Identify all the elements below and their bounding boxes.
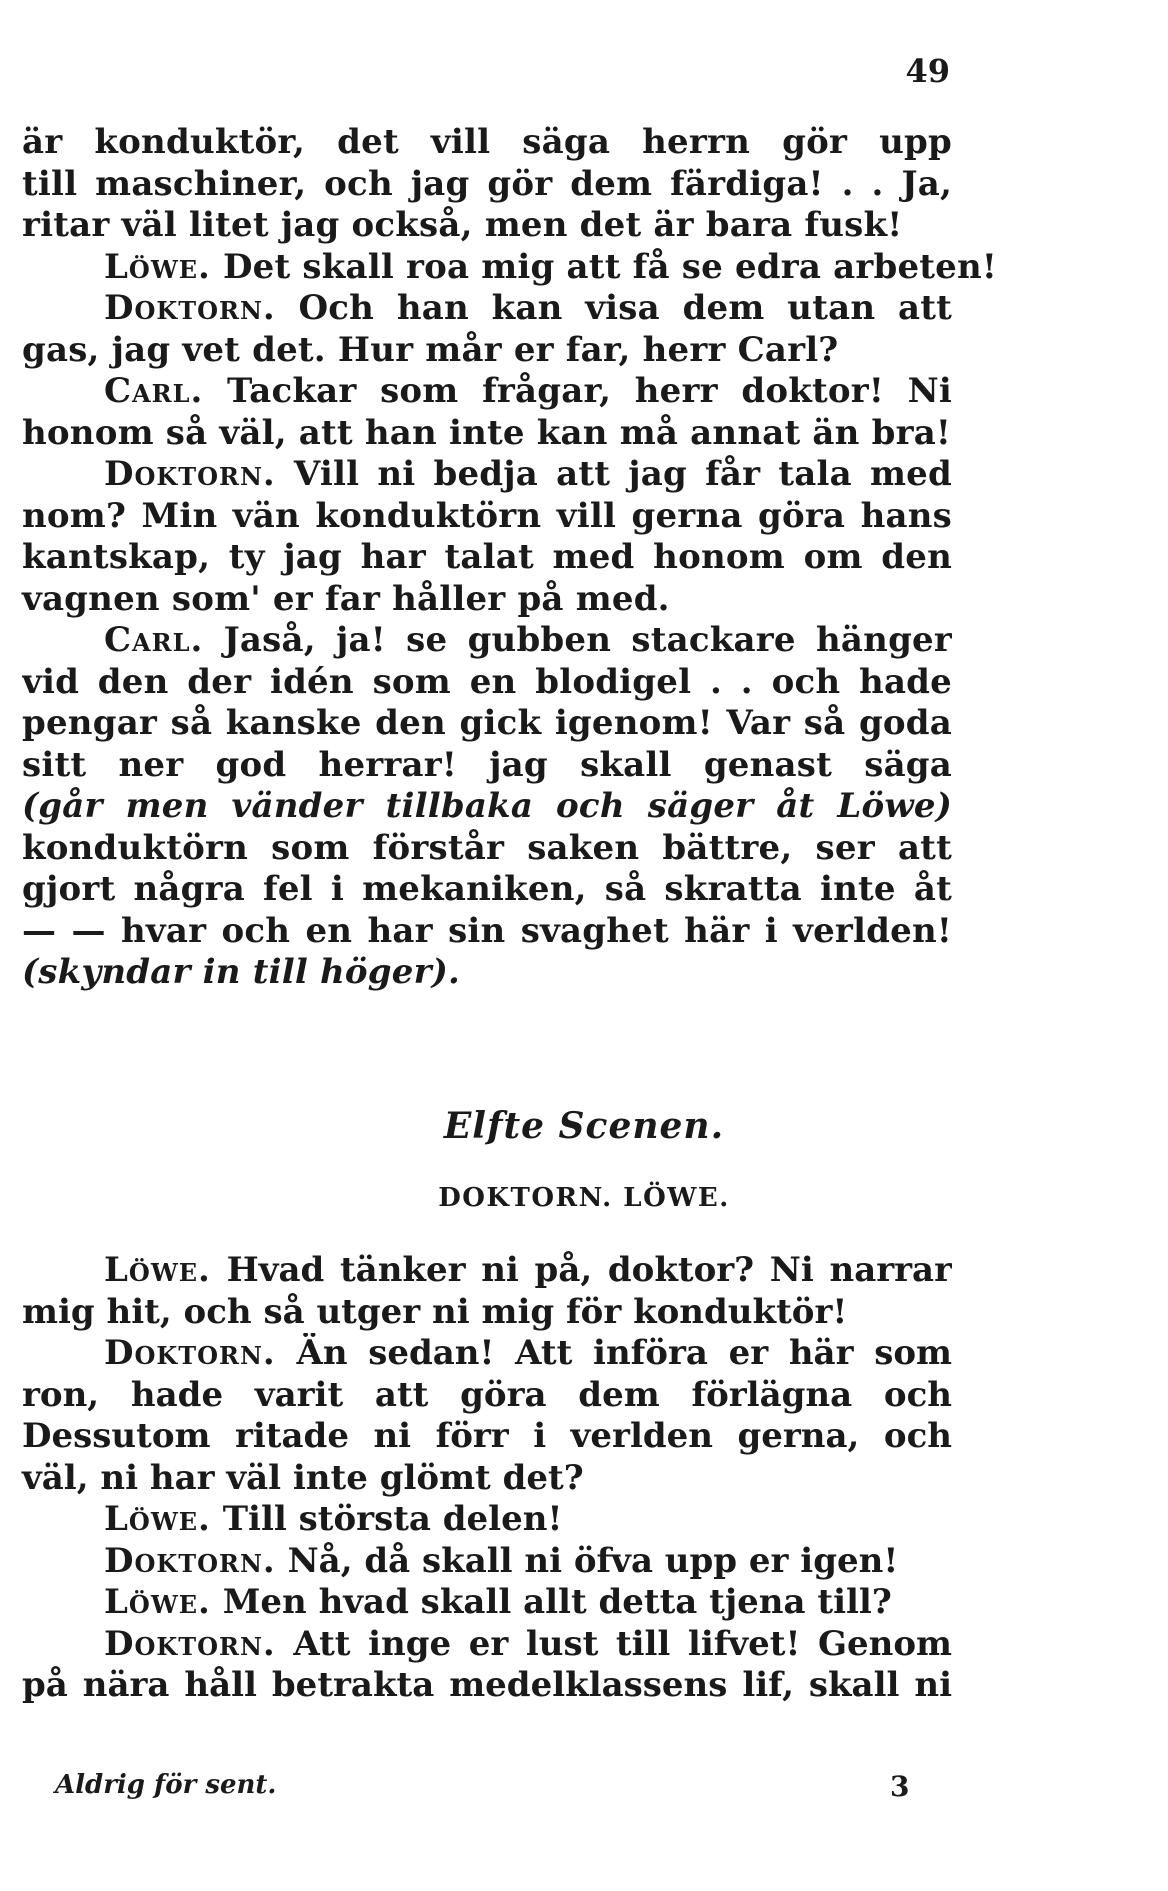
- speaker-name: Löwe.: [104, 1499, 211, 1539]
- line-text: är konduktör, det vill säga herrn gör upp: [22, 122, 952, 162]
- text-line: [22, 454, 952, 496]
- line-text: vid den der idén som en blodigel . . och hade: [22, 661, 952, 702]
- line-text: vagnen som' er far håller på med.: [22, 578, 670, 619]
- line-text: mig hit, och så utger ni mig för konduktör!: [22, 1291, 848, 1332]
- line-text: till maschiner, och jag gör dem färdiga! . . Ja,: [22, 163, 952, 204]
- speaker-name: Doktorn.: [104, 288, 276, 328]
- text-line: [22, 1665, 952, 1707]
- line-text: Vill ni bedja att jag får tala med: [293, 454, 952, 494]
- line-text: sitt ner god herrar! jag skall genast säga: [22, 744, 952, 785]
- footer-title: Aldrig för sent.: [55, 1770, 277, 1800]
- text-line: [22, 703, 952, 745]
- text-line: [22, 1292, 952, 1334]
- text-line: [22, 371, 952, 413]
- text-line: [22, 164, 952, 206]
- text-line: [22, 828, 952, 870]
- text-line: [22, 1250, 952, 1292]
- text-line: [22, 1458, 952, 1500]
- speaker-name: Löwe.: [104, 1250, 211, 1290]
- speaker-name: Doktorn.: [104, 1623, 276, 1664]
- text-line: [22, 1499, 952, 1541]
- text-line: [22, 246, 998, 289]
- text-line: [22, 413, 952, 455]
- text-line: [22, 911, 952, 953]
- text-line: [22, 869, 952, 911]
- speaker-name: Löwe.: [104, 1582, 211, 1622]
- body-text-block-2: [22, 1250, 952, 1707]
- footer-signature: 3: [890, 1770, 910, 1803]
- speaker-name: Doktorn.: [104, 1540, 276, 1581]
- text-line: [22, 745, 952, 787]
- line-text: gjort några fel i mekaniken, så skratta inte åt: [22, 869, 952, 909]
- text-line: [22, 1416, 952, 1458]
- line-text: honom så väl, att han inte kan må annat än bra!: [22, 412, 952, 453]
- line-text: Hvad tänker ni på, doktor? Ni narrar: [210, 1250, 952, 1290]
- line-text: Dessutom ritade ni förr i verlden gerna, och: [22, 1416, 952, 1456]
- page-number: 49: [905, 52, 950, 90]
- speaker-name: Doktorn.: [104, 454, 276, 494]
- body-text-block-1: [22, 122, 998, 994]
- line-text: Att inge er lust till lifvet! Genom: [293, 1623, 952, 1664]
- line-text: Det skall roa mig att få se edra arbeten!: [210, 246, 998, 287]
- text-line: [22, 122, 952, 164]
- line-text: Och han kan visa dem utan att: [298, 288, 952, 328]
- cast-list: DOKTORN. LÖWE.: [438, 1183, 730, 1213]
- scene-heading: Elfte Scenen.: [443, 1105, 725, 1147]
- line-text: konduktörn som förstår saken bättre, ser att: [22, 827, 952, 868]
- speaker-name: Carl.: [104, 371, 204, 411]
- line-text: väl, ni har väl inte glömt det?: [22, 1457, 584, 1498]
- text-line: [22, 579, 952, 621]
- line-text: Än sedan! Att införa er här som: [296, 1333, 952, 1373]
- text-line: [22, 496, 952, 538]
- line-text: ron, hade varit att göra dem förlägna och: [22, 1374, 952, 1415]
- line-text: Till största delen!: [210, 1499, 563, 1539]
- line-text: ritar väl litet jag också, men det är bara fusk!: [22, 205, 903, 245]
- line-text: — — hvar och en har sin svaghet här i verlden!: [22, 910, 952, 951]
- text-line: [22, 786, 952, 828]
- stage-direction: (skyndar in till höger).: [22, 952, 461, 992]
- speaker-name: Löwe.: [104, 246, 211, 287]
- line-text: gas, jag vet det. Hur mår er far, herr Carl?: [22, 329, 839, 370]
- text-line: [22, 1541, 952, 1583]
- text-line: [22, 1375, 952, 1417]
- text-line: [22, 330, 952, 372]
- line-text: kantskap, ty jag har talat med honom om den: [22, 537, 952, 577]
- speaker-name: Doktorn.: [104, 1333, 276, 1373]
- line-text: pengar så kanske den gick igenom! Var så goda: [22, 703, 952, 743]
- line-text: Men hvad skall allt detta tjena till?: [210, 1582, 892, 1622]
- speaker-name: Carl.: [104, 620, 204, 660]
- stage-direction: (går men vänder tillbaka och säger åt Löwe): [22, 786, 952, 826]
- line-text: på nära håll betrakta medelklassens lif, skall ni: [22, 1665, 952, 1705]
- text-line: [22, 952, 952, 994]
- text-line: [22, 1333, 952, 1375]
- text-line: [22, 620, 952, 662]
- text-line: [22, 1582, 952, 1624]
- line-text: Jaså, ja! se gubben stackare hänger: [223, 620, 952, 660]
- line-text: nom? Min vän konduktörn vill gerna göra hans: [22, 495, 952, 536]
- text-line: [22, 537, 952, 579]
- line-text: Nå, då skall ni öfva upp er igen!: [275, 1540, 899, 1581]
- text-line: [22, 662, 952, 704]
- text-line: [22, 1624, 952, 1666]
- text-line: [22, 288, 952, 330]
- line-text: Tackar som frågar, herr doktor! Ni: [226, 371, 952, 411]
- text-line: [22, 205, 952, 247]
